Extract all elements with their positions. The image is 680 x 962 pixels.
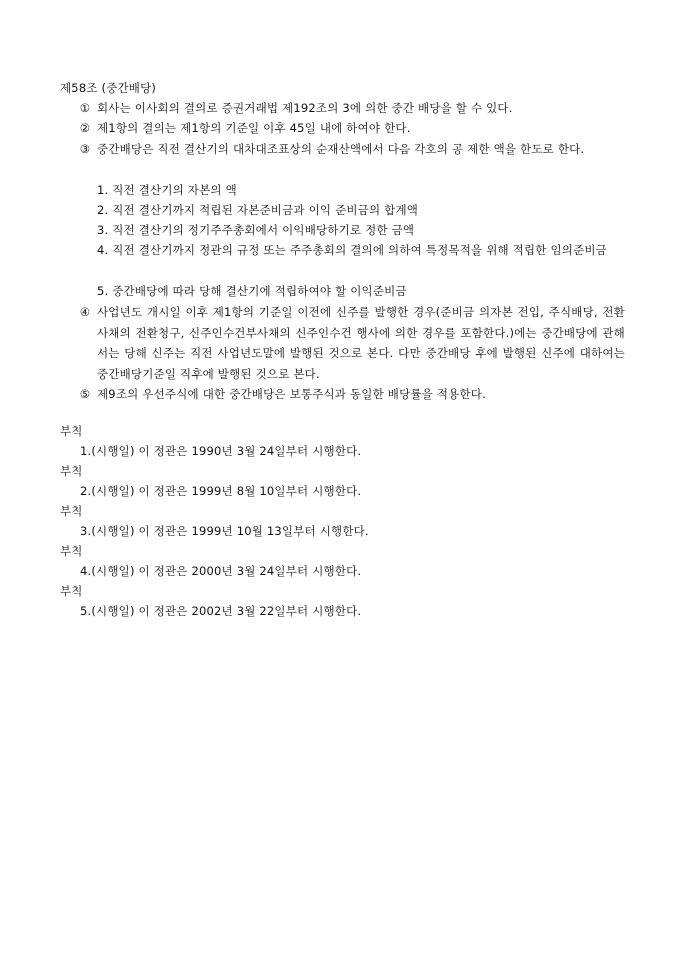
- supplementary-heading: 부칙: [60, 464, 83, 478]
- paragraph-text: 중간배당은 직전 결산기의 대차대조표상의 순재산액에서 다음 각호의 공 제한 액을 한도로 한다.: [97, 142, 585, 156]
- list-item-text: 2. 직전 결산기까지 적립된 자본준비금과 이익 준비금의 합계액: [97, 203, 419, 217]
- list-item: [97, 240, 627, 261]
- article-title: 제58조 (중간배당): [60, 81, 157, 95]
- list-item-text: 3. 직전 결산기의 정기주주총회에서 이익배당하기로 정한 금액: [97, 223, 415, 237]
- paragraph-marker: ②: [79, 121, 91, 135]
- paragraph-marker: ④: [79, 305, 91, 319]
- paragraph-marker: ①: [79, 101, 91, 115]
- supplementary-text: 4.(시행일) 이 정관은 2000년 3월 24일부터 시행한다.: [80, 564, 362, 578]
- paragraph-text: 회사는 이사회의 결의로 증권거래법 제192조의 3에 의한 중간 배당을 할 수 있다.: [97, 101, 513, 115]
- paragraph-5: [77, 384, 625, 405]
- paragraph-marker: ③: [79, 142, 91, 156]
- supplementary-heading: 부칙: [60, 504, 83, 518]
- list-item: [97, 281, 627, 302]
- paragraph-text: 제9조의 우선주식에 대한 중간배당은 보통주식과 동일한 배당률을 적용한다.: [97, 387, 486, 401]
- paragraph-3: [77, 139, 625, 160]
- list-item: [97, 200, 627, 221]
- paragraph-1: [77, 98, 625, 119]
- paragraph-text: 사업년도 개시일 이후 제1항의 기준일 이전에 신주를 발행한 경우(준비금 의자본 전입, 주식배당, 전환사채의 전환청구, 신주인수건부사채의 신주인수건 행사에 의한 경우를 포함한다.)에는 중간배당에 관해서는 당해 신주는 직전 사업년도말에 발행된 것으로 본다. 다만 중간배당 후에 발행된 신주에 대하여는 중간배당기준일 직후에 발행된 것으로 본다.: [97, 305, 625, 381]
- supplementary-heading: 부칙: [60, 584, 83, 598]
- paragraph-text: 제1항의 결의는 제1항의 기준일 이후 45일 내에 하여야 한다.: [97, 121, 411, 135]
- paragraph-marker: ⑤: [79, 387, 91, 401]
- supplementary-text: 5.(시행일) 이 정관은 2002년 3월 22일부터 시행한다.: [80, 604, 362, 618]
- list-item: [97, 220, 627, 241]
- supplementary-heading: 부칙: [60, 424, 83, 438]
- supplementary-text: 1.(시행일) 이 정관은 1990년 3월 24일부터 시행한다.: [80, 444, 362, 458]
- paragraph-4: [77, 302, 625, 384]
- paragraph-2: [77, 118, 625, 139]
- list-item: [97, 180, 627, 201]
- list-item-text: 5. 중간배당에 따라 당해 결산기에 적립하여야 할 이익준비금: [97, 284, 407, 298]
- supplementary-text: 2.(시행일) 이 정관은 1999년 8월 10일부터 시행한다.: [80, 484, 362, 498]
- supplementary-text: 3.(시행일) 이 정관은 1999년 10월 13일부터 시행한다.: [80, 524, 369, 538]
- list-item-text: 4. 직전 결산기까지 정관의 규정 또는 주주총회의 결의에 의하여 특정목적을 위해 적립한 임의준비금: [97, 243, 607, 257]
- supplementary-heading: 부칙: [60, 544, 83, 558]
- list-item-text: 1. 직전 결산기의 자본의 액: [97, 183, 237, 197]
